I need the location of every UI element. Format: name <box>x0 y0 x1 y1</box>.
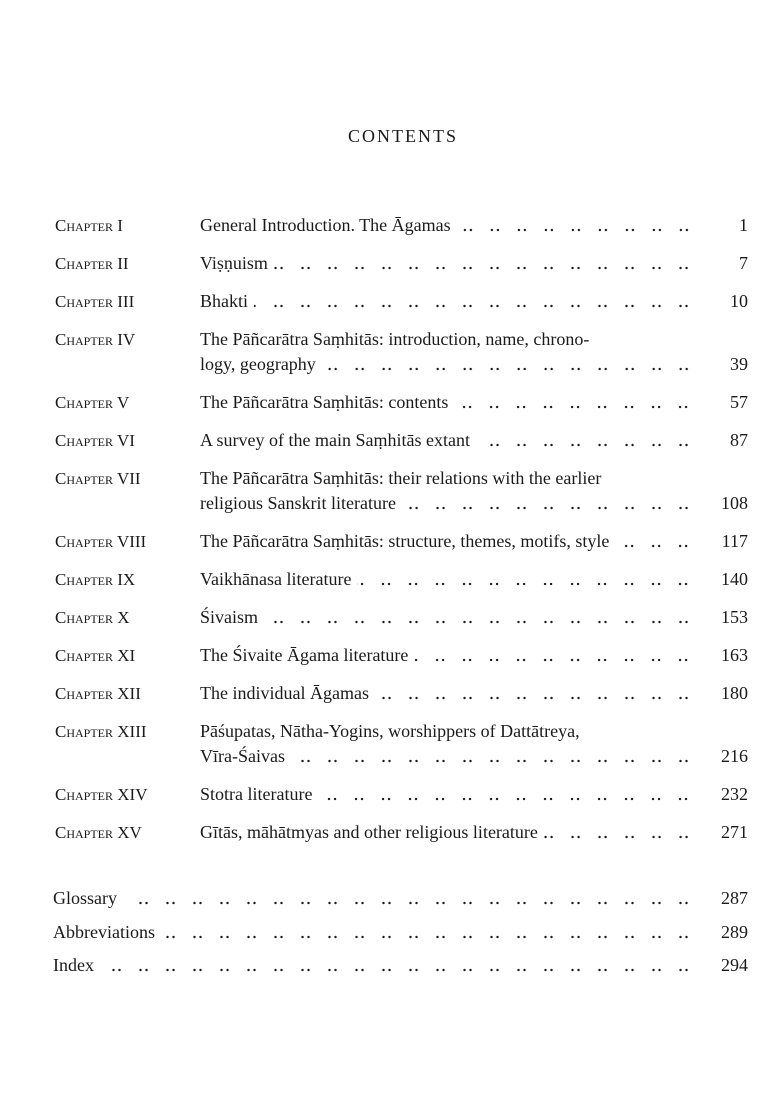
chapter-label: Chapter II <box>55 254 129 273</box>
title-text: The Pāñcarātra Saṃhitās: contents <box>200 392 449 412</box>
page-number: 87 <box>730 430 748 450</box>
title-line <box>200 744 748 769</box>
dot-leader <box>615 529 700 554</box>
title-text: The individual Āgamas <box>200 683 369 703</box>
title-line <box>200 681 748 706</box>
title-line <box>200 466 748 491</box>
dot-leader <box>357 567 700 592</box>
entry-title <box>200 529 748 554</box>
dot-leader <box>322 352 700 377</box>
entry-title <box>200 605 748 630</box>
toc-entry[interactable] <box>55 428 748 453</box>
back-matter-entry[interactable] <box>53 920 748 945</box>
title-text: logy, geography <box>200 354 316 374</box>
page-number: 289 <box>721 921 748 942</box>
toc-entry[interactable] <box>55 719 748 769</box>
entry-title <box>200 681 748 706</box>
chapter-label: Chapter IX <box>55 570 136 589</box>
title-text: Stotra literature <box>200 784 313 804</box>
chapter-label: Chapter VI <box>55 431 135 450</box>
page-number: 57 <box>730 392 748 412</box>
chapter-label: Chapter IV <box>55 330 136 349</box>
chapter-label: Chapter VII <box>55 469 141 488</box>
chapter-label: Chapter XIII <box>55 722 147 741</box>
title-line <box>200 605 748 630</box>
toc-entry[interactable] <box>55 466 748 516</box>
entry-title <box>200 390 748 415</box>
back-matter-label: Abbreviations <box>53 921 155 942</box>
dot-leader <box>254 289 700 314</box>
toc-entry[interactable] <box>55 643 748 668</box>
title-text: The Pāñcarātra Saṃhitās: introduction, name, chrono- <box>200 329 590 349</box>
toc-entry[interactable] <box>55 782 748 807</box>
entry-title <box>200 567 748 592</box>
toc-entry[interactable] <box>55 289 748 314</box>
title-line <box>200 782 748 807</box>
back-matter-entry[interactable] <box>53 886 748 911</box>
page-number: 294 <box>721 955 748 975</box>
toc-entry[interactable] <box>55 681 748 706</box>
entry-title <box>200 428 748 453</box>
chapter-label: Chapter XIV <box>55 785 148 804</box>
page-number: 163 <box>721 645 748 665</box>
chapter-label: Chapter III <box>55 292 135 311</box>
entry-title <box>200 466 748 516</box>
page-number: 153 <box>721 607 748 627</box>
title-line <box>200 352 748 377</box>
page-number: 216 <box>721 746 748 766</box>
title-line <box>200 390 748 415</box>
page-title: CONTENTS <box>348 126 458 146</box>
back-matter-label: Glossary <box>53 888 117 908</box>
chapter-label: Chapter XI <box>55 646 136 665</box>
title-text: Gītās, māhātmyas and other religious literature <box>200 822 538 842</box>
page-number: 232 <box>721 784 748 804</box>
chapter-list <box>55 213 748 858</box>
title-line <box>200 213 748 238</box>
title-line <box>200 289 748 314</box>
entry-title <box>200 820 748 845</box>
spacer <box>580 719 700 744</box>
toc-entry[interactable] <box>55 567 748 592</box>
title-text: The Śivaite Āgama literature <box>200 645 409 665</box>
page-number: 7 <box>739 253 748 273</box>
title-text: Pāśupatas, Nātha-Yogins, worshippers of Dattātreya, <box>200 721 580 741</box>
title-line <box>200 643 748 668</box>
spacer <box>700 466 748 491</box>
entry-title <box>200 289 748 314</box>
toc-entry[interactable] <box>55 213 748 238</box>
page-number: 180 <box>721 683 748 703</box>
page-number: 271 <box>721 822 748 842</box>
chapter-label: Chapter VIII <box>55 532 147 551</box>
entry-title <box>200 719 748 769</box>
entry-title <box>200 643 748 668</box>
title-text: Viṣṇuism <box>200 253 268 273</box>
title-line <box>200 567 748 592</box>
dot-leader <box>100 953 700 978</box>
spacer <box>601 466 700 491</box>
dot-leader <box>123 886 700 911</box>
toc-entry[interactable] <box>55 529 748 554</box>
dot-leader <box>318 782 700 807</box>
title-line <box>200 491 748 516</box>
toc-entry[interactable] <box>55 251 748 276</box>
entry-title <box>200 327 748 377</box>
page-number: 108 <box>721 493 748 513</box>
spacer <box>700 719 748 744</box>
title-line <box>200 428 748 453</box>
page-number: 1 <box>739 215 748 235</box>
chapter-label: Chapter V <box>55 393 130 412</box>
dot-leader <box>291 744 700 769</box>
title-line <box>200 327 748 352</box>
chapter-label: Chapter XV <box>55 823 142 842</box>
entry-title <box>200 251 748 276</box>
dot-leader <box>476 428 700 453</box>
spacer <box>589 327 700 352</box>
title-text: Vīra-Śaivas <box>200 746 285 766</box>
title-text: Śivaism <box>200 607 259 627</box>
dot-leader <box>264 605 700 630</box>
back-matter-entry[interactable] <box>53 953 748 978</box>
back-matter-label: Index <box>53 955 94 975</box>
title-line <box>200 251 748 276</box>
back-matter-list <box>53 886 748 987</box>
title-text: The Pāñcarātra Saṃhitās: their relations with the earlier <box>200 468 602 488</box>
dot-leader <box>161 920 700 945</box>
toc-entry[interactable] <box>55 820 748 845</box>
dot-leader <box>544 820 700 845</box>
chapter-label: Chapter I <box>55 216 123 235</box>
dot-leader <box>454 390 700 415</box>
entry-title <box>200 213 748 238</box>
toc-entry[interactable] <box>55 327 748 377</box>
dot-leader <box>402 491 700 516</box>
dot-leader <box>274 251 700 276</box>
page-number: 287 <box>721 888 748 908</box>
spacer <box>700 327 748 352</box>
title-text: General Introduction. The Āgamas <box>200 215 451 235</box>
page-number: 39 <box>730 354 748 374</box>
page-number: 10 <box>730 291 748 311</box>
page-number: 117 <box>721 531 748 551</box>
page-number: 140 <box>721 569 748 589</box>
dot-leader <box>457 213 700 238</box>
toc-entry[interactable] <box>55 605 748 630</box>
chapter-label: Chapter XII <box>55 684 141 703</box>
title-text: The Pāñcarātra Saṃhitās: structure, themes, motifs, style <box>200 531 610 551</box>
title-line <box>200 719 748 744</box>
title-text: religious Sanskrit literature <box>200 493 396 513</box>
title-line <box>200 820 748 845</box>
title-text: Bhakti <box>200 291 248 311</box>
chapter-label: Chapter X <box>55 608 130 627</box>
toc-entry[interactable] <box>55 390 748 415</box>
title-line <box>200 529 748 554</box>
dot-leader <box>375 681 700 706</box>
title-text: Vaikhānasa literature <box>200 569 352 589</box>
title-text: A survey of the main Saṃhitās extant <box>200 430 470 450</box>
dot-leader <box>414 643 700 668</box>
entry-title <box>200 782 748 807</box>
